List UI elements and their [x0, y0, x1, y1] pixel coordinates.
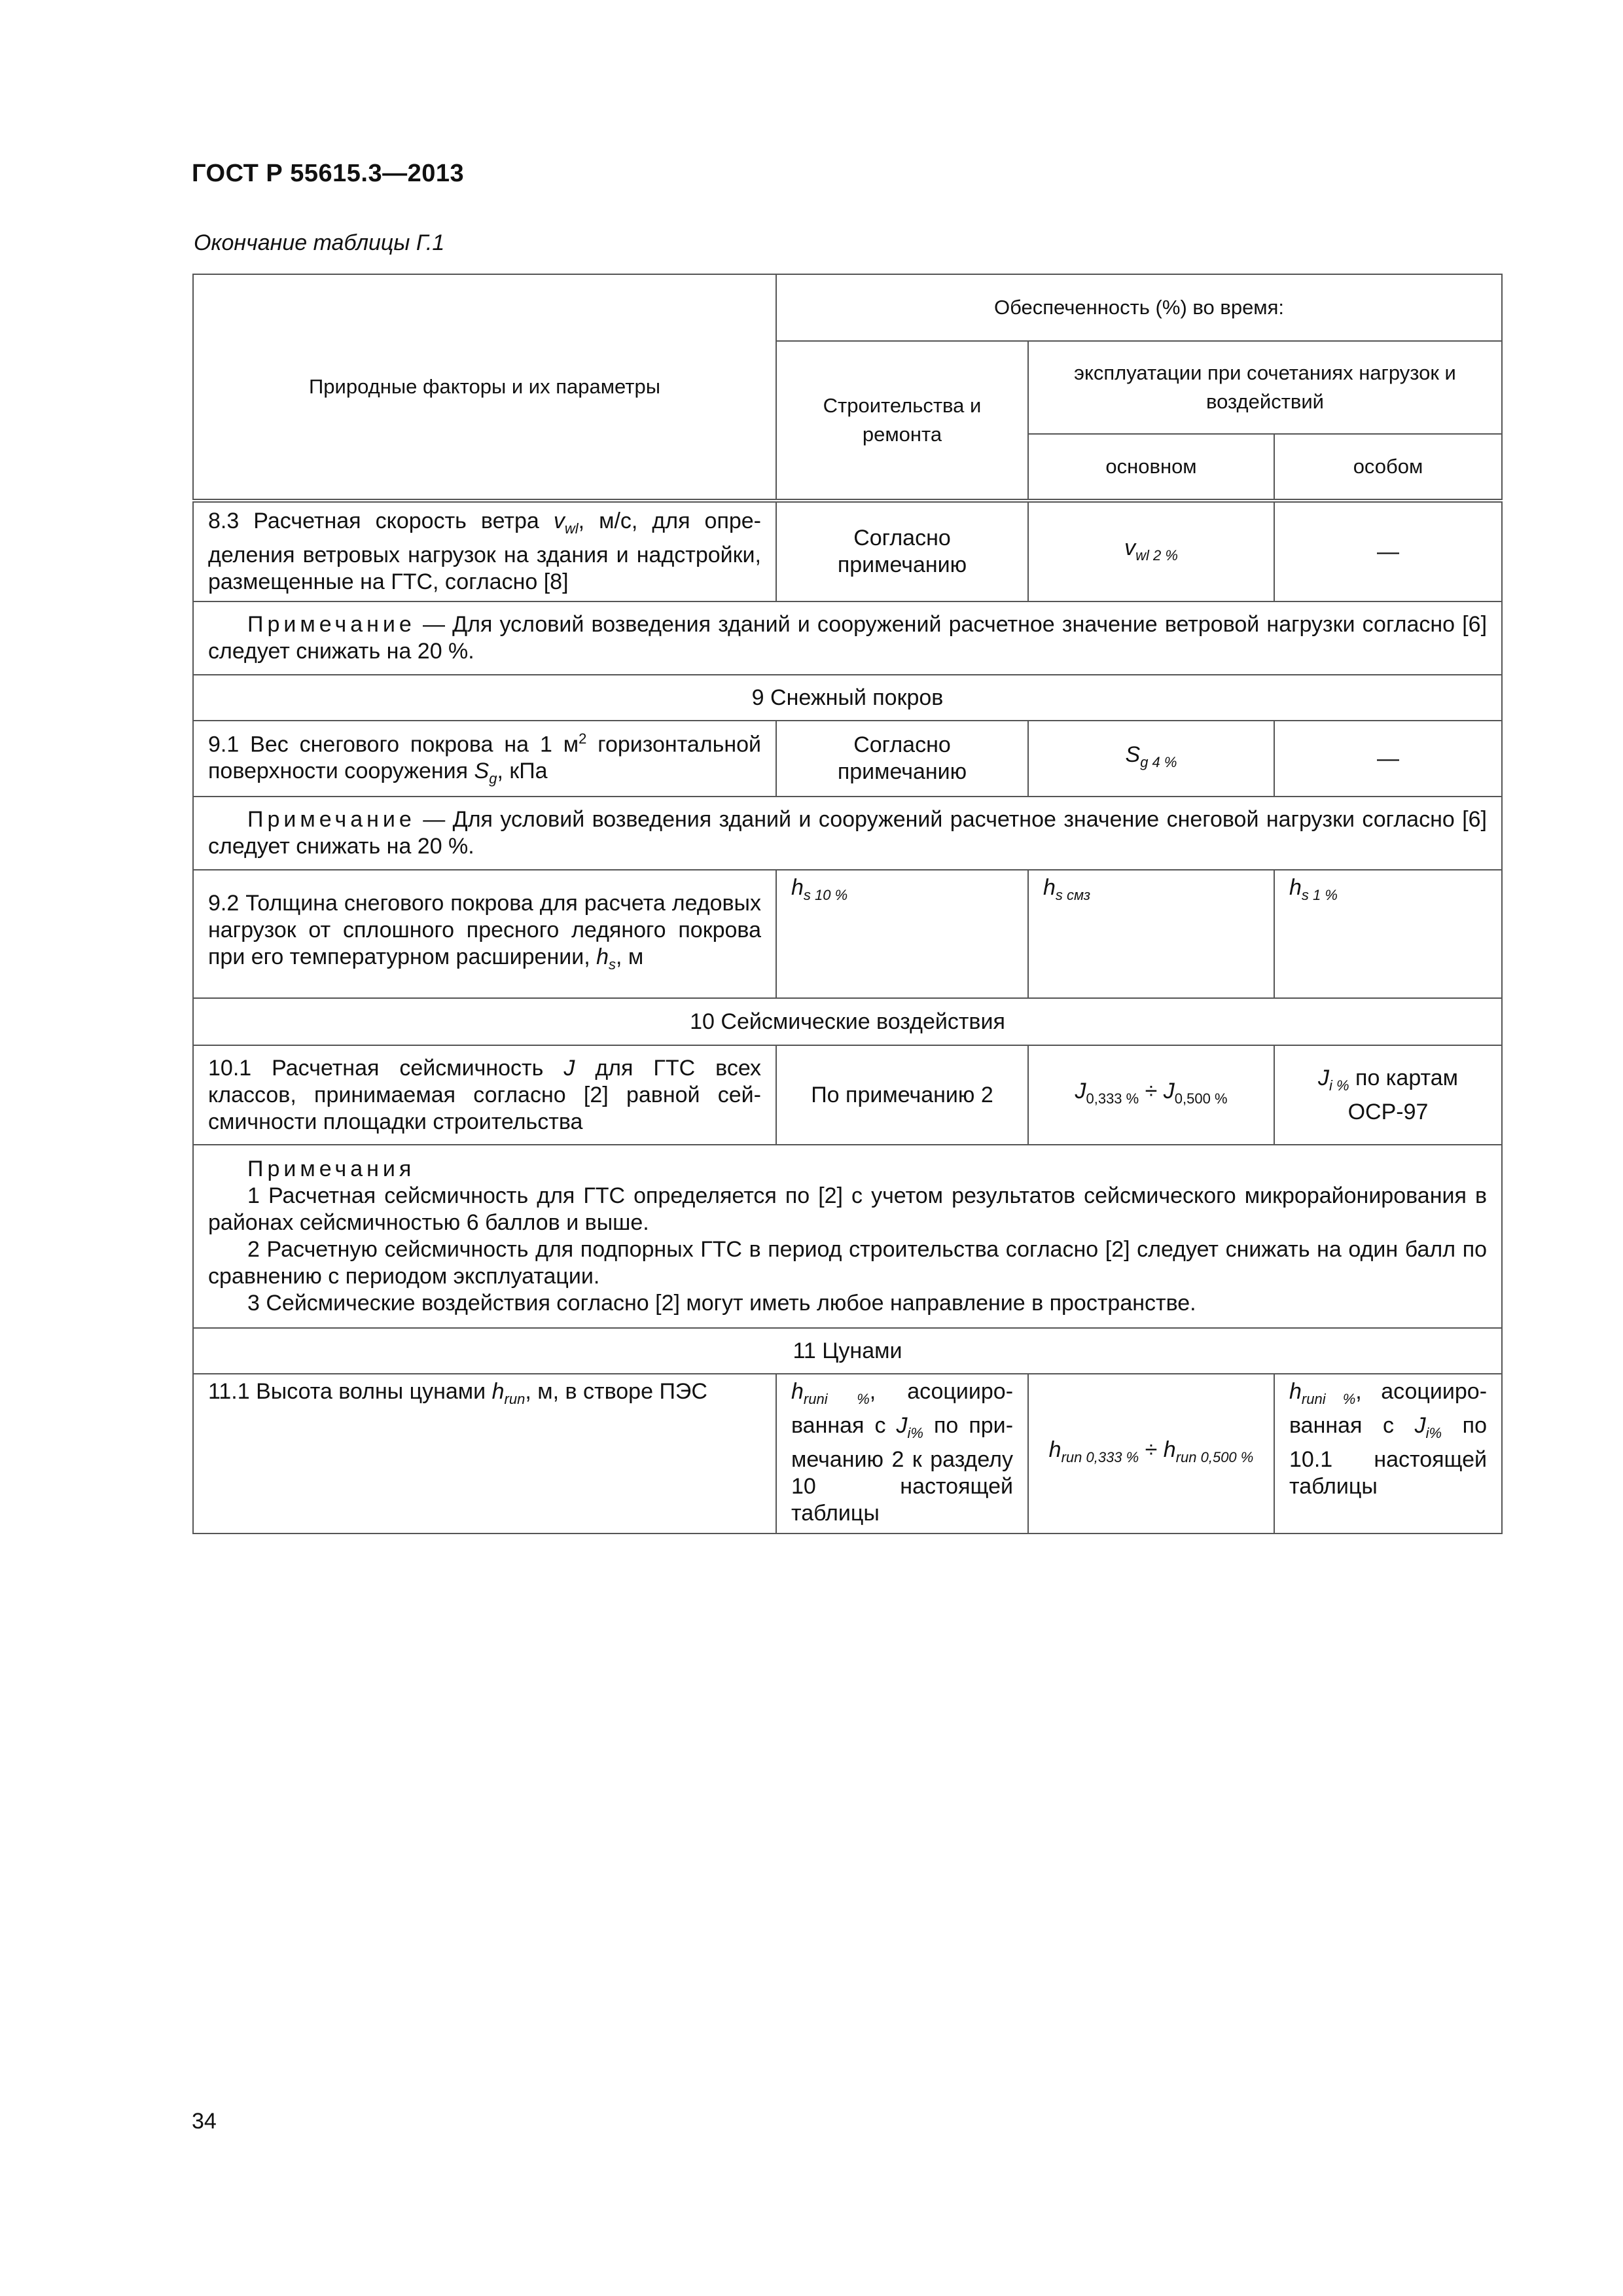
header-factors: Природные факторы и их параметры [193, 274, 776, 501]
construction-cell: По примечанию 2 [776, 1045, 1028, 1145]
page-number: 34 [192, 2109, 217, 2134]
construction-cell: $h_{s 10 \%}$ [776, 870, 1028, 998]
note-item: 1 Расчетная сейсмичность для ГТС определяется по [2] с учетом результатов сейсмического микрорайонирования в районах сейсмичностью 6 баллов и выше. [208, 1183, 1488, 1236]
table-row [193, 721, 1502, 797]
special-cell: — [1274, 721, 1502, 797]
section-heading: 10 Сейсмические воздействия [193, 998, 1502, 1045]
special-cell: $J_{i \%}$ по картам ОСР-97 [1274, 1045, 1502, 1145]
param-cell: 8.3 Расчетная скорость ветра $v_{wl}$, м/с, для определения ветровых нагрузок на здания и надстройки, размещенные на ГТС, согласно [8] [193, 501, 776, 601]
header-construction: Строительства и ремонта [776, 341, 1028, 501]
header-special: особом [1274, 434, 1502, 501]
notes-title: Примечания [247, 1157, 416, 1182]
param-cell: 9.2 Толщина снегового покрова для расчета ледовых нагрузок от сплошного пресного ледяного покрова при его температурном расширении, $h_s$, м [193, 870, 776, 998]
header-basic: основном [1028, 434, 1274, 501]
note-item: 2 Расчетную сейсмичность для подпорных ГТС в период строительства согласно [2] следует снижать на один балл по сравнению с периодом эксплуатации. [208, 1237, 1488, 1289]
note-row [193, 601, 1502, 675]
table-row [193, 501, 1502, 601]
table-row [193, 1374, 1502, 1534]
note-row [193, 1145, 1502, 1328]
table-caption: Окончание таблицы Г.1 [194, 230, 445, 255]
notes-cell [193, 1145, 1502, 1328]
basic-cell: $S_{g 4 \%}$ [1028, 721, 1274, 797]
basic-cell: $h_{s смз}$ [1028, 870, 1274, 998]
special-cell: $h_{s 1 \%}$ [1274, 870, 1502, 998]
table-row [193, 1045, 1502, 1145]
basic-cell: $J_{0,333 \%} \div J_{0,500 \%}$ [1028, 1045, 1274, 1145]
construction-cell: Согласно примечанию [776, 721, 1028, 797]
construction-cell: Согласно примечанию [776, 501, 1028, 601]
special-cell: $h_{runi \%}$, асоциированная с $J_{i\%}$ по 10.1 настоящей таблицы [1274, 1374, 1502, 1534]
param-cell: 9.1 Вес снегового покрова на 1 $м^2$ горизонтальной поверхности сооружения $S_g$, кПа [193, 721, 776, 797]
special-cell: — [1274, 501, 1502, 601]
section-heading: 9 Снежный покров [193, 675, 1502, 721]
table-row [193, 870, 1502, 998]
note-cell: Примечание — Для условий возведения зданий и сооружений расчетное значение ветровой нагрузки согласно [6] следует снижать на 20 %. [193, 601, 1502, 675]
header-operation: эксплуатации при сочетаниях нагрузок и воздействий [1028, 341, 1502, 434]
note-item: 3 Сейсмические воздействия согласно [2] могут иметь любое направление в пространстве. [247, 1291, 1196, 1316]
basic-cell: $h_{run 0,333 \%} \div h_{run 0,500 \%}$ [1028, 1374, 1274, 1534]
param-cell: 10.1 Расчетная сейсмичность J для ГТС всех классов, принимаемая согласно [2] равной сейсмичности площадки строительства [193, 1045, 776, 1145]
construction-cell: $h_{runi \%}$, асоциированная с $J_{i\%}$ по примечанию 2 к разделу 10 настоящей таблицы [776, 1374, 1028, 1534]
basic-cell: $v_{wl 2 \%}$ [1028, 501, 1274, 601]
document-code: ГОСТ Р 55615.3—2013 [192, 160, 465, 187]
header-provision: Обеспеченность (%) во время: [776, 274, 1502, 341]
note-cell: Примечание — Для условий возведения зданий и сооружений расчетное значение снеговой нагрузки согласно [6] следует снижать на 20 %. [193, 797, 1502, 870]
param-cell: 11.1 Высота волны цунами $h_{run}$, м, в створе ПЭС [193, 1374, 776, 1534]
note-row [193, 797, 1502, 870]
factors-table [192, 274, 1503, 1534]
section-heading: 11 Цунами [193, 1328, 1502, 1374]
